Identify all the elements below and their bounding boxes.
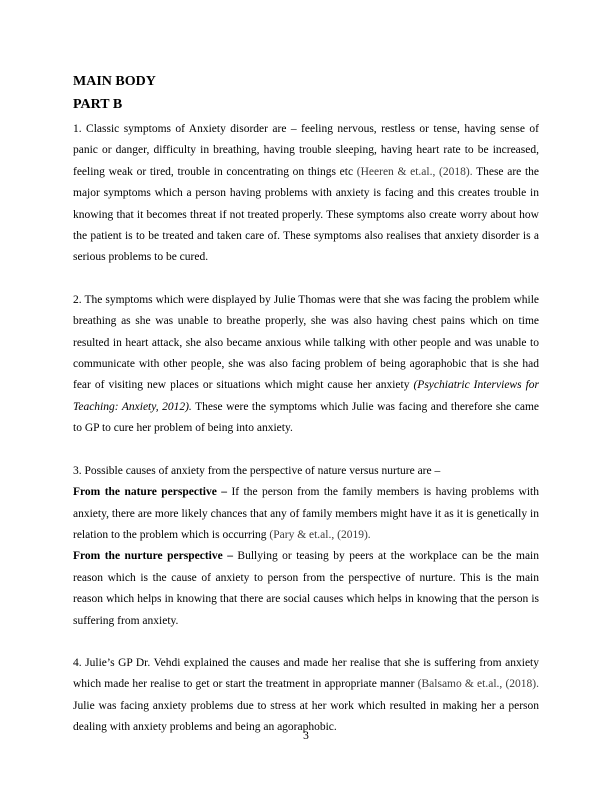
paragraph-3-intro: 3. Possible causes of anxiety from the perspective of nature versus nurture are – (73, 464, 441, 477)
nurture-perspective-text: Bullying or teasing by peers at the workplace can be the main reason which is the cause of anxiety to person from the perspective of nurture. This is the main reason which helps in knowing that there are social causes which helps in knowing that the person is suffering from anxiety. (73, 550, 540, 627)
paragraph-gap (73, 632, 539, 653)
paragraph-2-rest: These were the symptoms which Julie was facing and therefore she came to GP to cure her problem of being into anxiety. (73, 400, 539, 435)
main-body-heading: MAIN BODY (73, 74, 156, 89)
paragraph-3-nature (73, 482, 539, 546)
nature-perspective-citation: (Pary & et.al., (2019). (269, 528, 371, 541)
paragraph-2 (73, 290, 539, 440)
nature-perspective-label: From the nature perspective – (73, 486, 228, 499)
paragraph-4-text: 4. Julie’s GP Dr. Vehdi explained the causes and made her realise that she is suffering from anxiety which made her realise to get or start the treatment in appropriate manner (73, 656, 539, 691)
paragraph-1 (73, 119, 539, 269)
page-number: 3 (303, 730, 309, 742)
nurture-perspective-label: From the nurture perspective – (73, 550, 233, 563)
paragraph-3-nurture (73, 546, 539, 632)
paragraph-2-citation: (Psychiatric Interviews for Teaching: Anxiety, 2012). (73, 379, 539, 413)
paragraph-gap (73, 440, 539, 461)
paragraph-gap (73, 269, 539, 290)
paragraph-4-rest: Julie was facing anxiety problems due to stress at her work which resulted in making her a person dealing with anxiety problems and being an agoraphobic. (73, 699, 539, 734)
part-b-heading: PART B (73, 97, 123, 112)
paragraph-4-citation: (Balsamo & et.al., (2018). (417, 678, 539, 691)
paragraph-1-text: 1. Classic symptoms of Anxiety disorder are – feeling nervous, restless or tense, having sense of panic or danger, difficulty in breathing, having trouble sleeping, having heart rate to be increased, feeling weak or tired, trouble in concentrating on things etc (73, 123, 539, 178)
paragraph-1-rest: These are the major symptoms which a person having problems with anxiety is facing and this creates trouble in knowing that it becomes threat if not treated properly. These symptoms also create worry about how the patient is to be treated and taken care of. These symptoms also realises that anxiety disorder is a serious problems to be cured. (73, 165, 539, 264)
paragraph-1-citation: (Heeren & et.al., (2018). (356, 165, 473, 178)
paragraph-4 (73, 653, 539, 739)
paragraph-2-text: 2. The symptoms which were displayed by Julie Thomas were that she was facing the problem while breathing as she was unable to breathe properly, she was also having chest pains which on time resulted in heart attack, she also became anxious while talking with other people and was unable to communicate with other people, she was also facing problem of being agoraphobic that is she had fear of visiting new places or situations which might cause her anxiety (73, 293, 539, 392)
nature-perspective-text: If the person from the family members is having problems with anxiety, there are more likely chances that any of family members might have it as it is genetically in relation to the problem which is occurring (73, 486, 539, 541)
document-page (73, 74, 539, 739)
